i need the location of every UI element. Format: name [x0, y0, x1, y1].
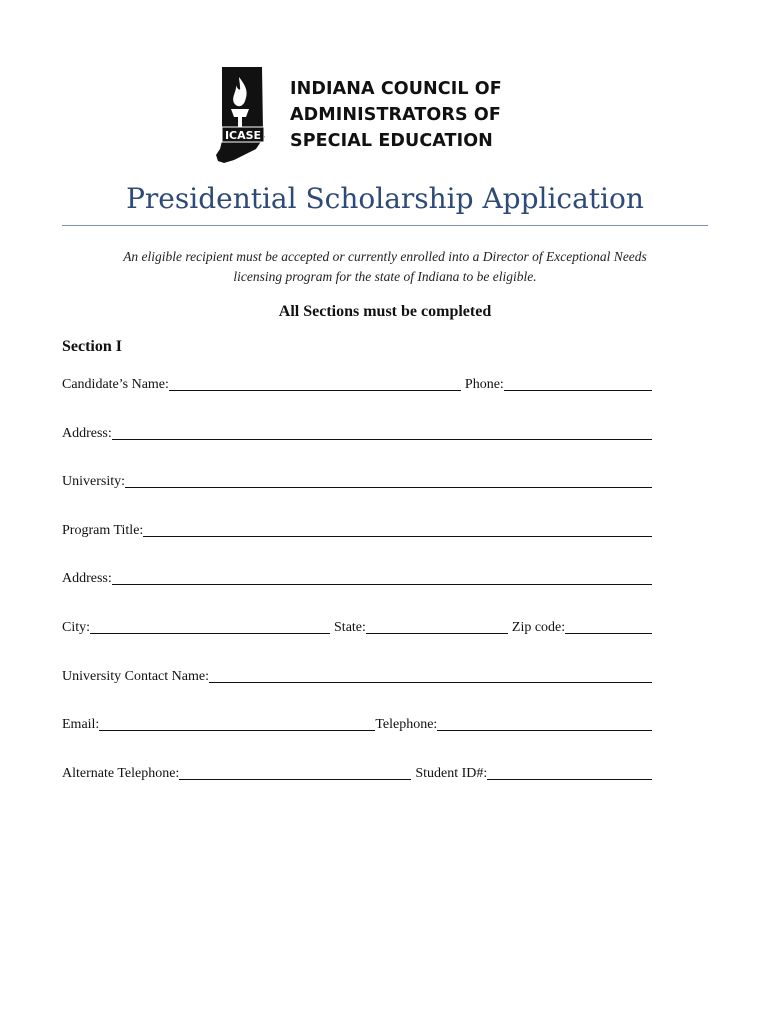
city-label: City: — [62, 620, 91, 635]
telephone-label: Telephone: — [375, 717, 438, 732]
alternate-telephone-label: Alternate Telephone: — [62, 766, 180, 781]
eligibility-note-line-1: An eligible recipient must be accepted or currently enrolled into a Director of Exceptional Needs — [123, 249, 647, 264]
address-field[interactable] — [112, 423, 652, 440]
form-row-alt-phone-student-id — [62, 761, 652, 783]
program-title-field[interactable] — [143, 520, 652, 537]
zip-code-field[interactable] — [565, 617, 652, 634]
org-name-line-2: ADMINISTRATORS OF — [290, 105, 501, 125]
student-id-field[interactable] — [487, 763, 652, 780]
org-name-line-3: SPECIAL EDUCATION — [290, 131, 493, 151]
zip-code-label: Zip code: — [511, 620, 566, 635]
alternate-telephone-field[interactable] — [179, 763, 411, 780]
org-name-line-1: INDIANA COUNCIL OF — [290, 79, 502, 99]
email-label: Email: — [62, 717, 100, 732]
form-row-program-address — [62, 566, 652, 588]
program-title-label: Program Title: — [62, 523, 144, 538]
title-divider — [62, 225, 708, 226]
phone-field[interactable] — [504, 374, 652, 391]
logo-badge-text: ICASE — [224, 129, 262, 142]
form-row-candidate — [62, 372, 652, 394]
university-field[interactable] — [125, 471, 652, 488]
university-contact-name-label: University Contact Name: — [62, 669, 209, 684]
email-field[interactable] — [99, 714, 375, 731]
university-label: University: — [62, 474, 125, 489]
student-id-label: Student ID#: — [415, 766, 488, 781]
form-row-contact-name — [62, 664, 652, 686]
form-row-program-title — [62, 518, 652, 540]
program-address-field[interactable] — [112, 568, 652, 585]
program-address-label: Address: — [62, 571, 112, 586]
candidate-name-label: Candidate’s Name: — [62, 377, 169, 392]
telephone-field[interactable] — [437, 714, 652, 731]
form-row-email-telephone — [62, 712, 652, 734]
state-label: State: — [334, 620, 366, 635]
state-field[interactable] — [366, 617, 508, 634]
organization-name — [290, 76, 590, 154]
form-row-university — [62, 469, 652, 491]
section-heading: Section I — [62, 338, 122, 355]
eligibility-note-line-2: licensing program for the state of Indiana to be eligible. — [233, 269, 537, 284]
icase-logo — [212, 65, 268, 165]
university-contact-name-field[interactable] — [209, 666, 652, 683]
form-row-address — [62, 421, 652, 443]
completion-notice: All Sections must be completed — [278, 303, 492, 320]
phone-label: Phone: — [464, 377, 504, 392]
address-label: Address: — [62, 426, 112, 441]
indiana-torch-logo-icon — [212, 65, 268, 165]
city-field[interactable] — [90, 617, 330, 634]
eligibility-note — [62, 247, 708, 287]
candidate-name-field[interactable] — [169, 374, 461, 391]
form-row-city-state-zip — [62, 615, 652, 637]
page-title: Presidential Scholarship Application — [126, 182, 644, 215]
